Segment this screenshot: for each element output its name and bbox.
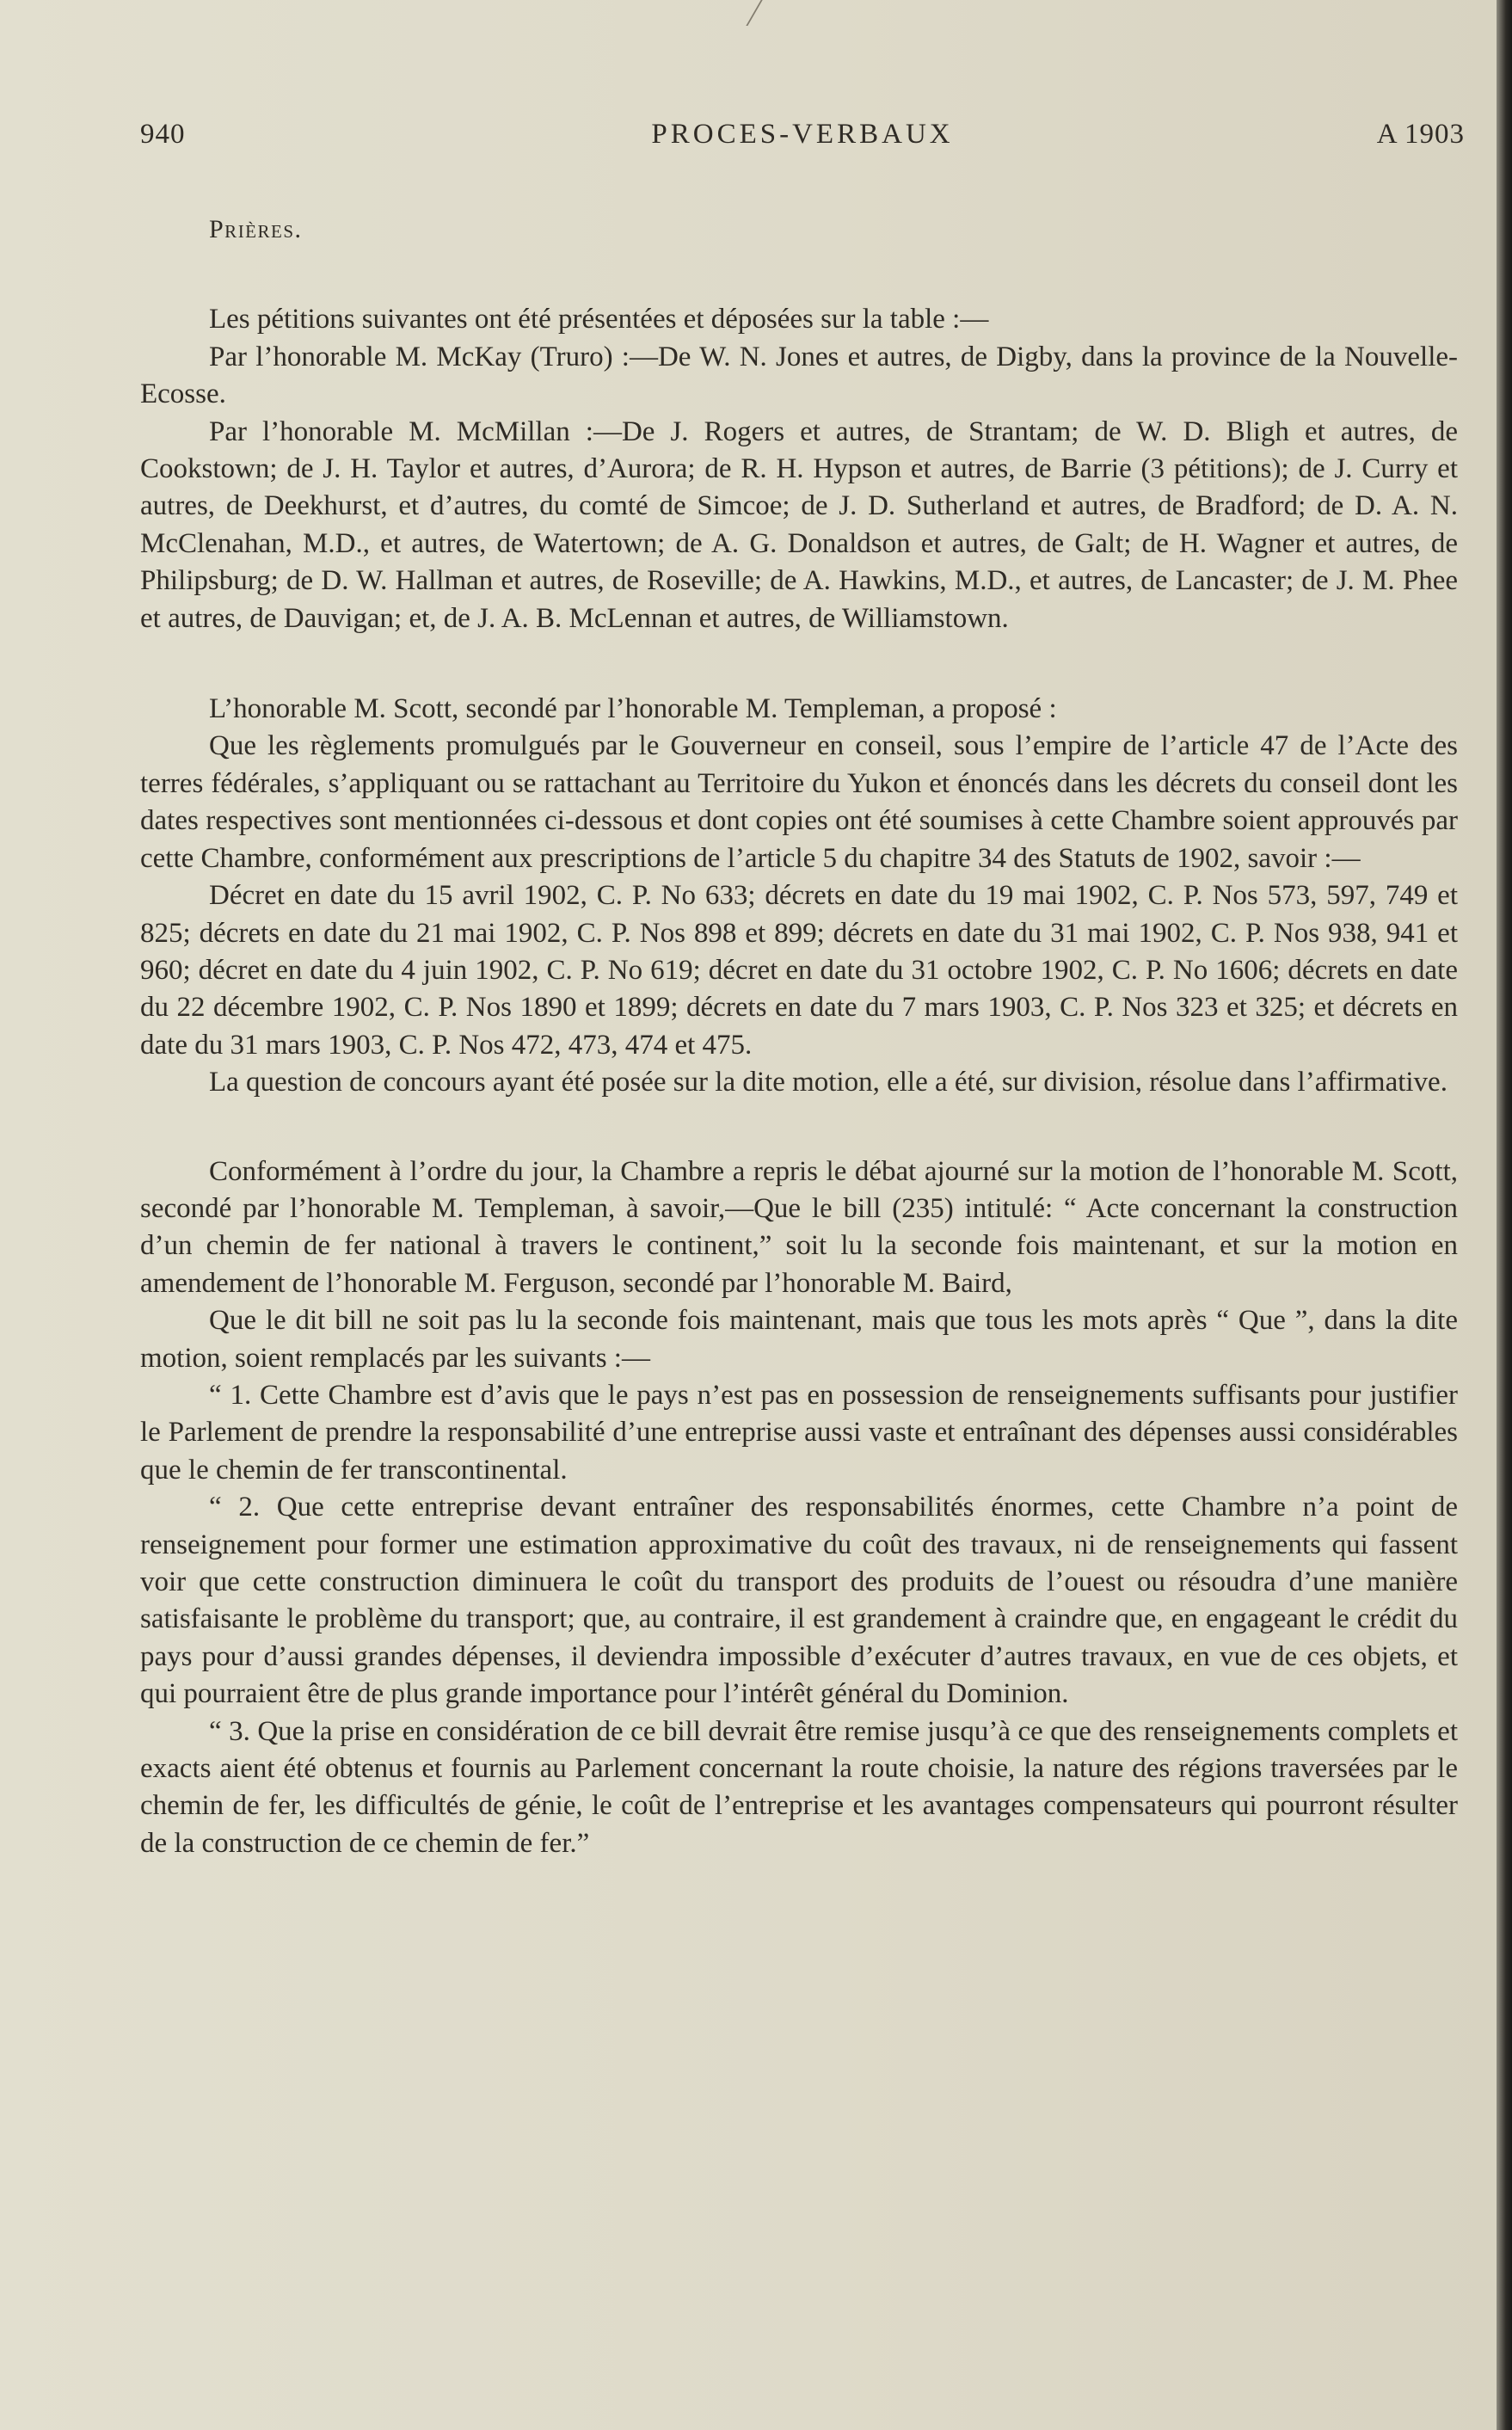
spacer — [140, 1102, 1458, 1153]
page-edge-shadow — [1497, 0, 1512, 2430]
paragraph: Conformément à l’ordre du jour, la Chambre a repris le débat ajourné sur la motion de l’honorable M. Scott, secondé par l’honorable M. Templeman, à savoir,—Que le bill (235) intitulé: “ Acte concernant la construction d’un chemin de fer national à travers le continent,” soit lu la seconde fois maintenant, et sur la motion en amendement de l’honorable M. Ferguson, secondé par l’honorable M. Baird, — [140, 1155, 1458, 1299]
paragraph: “ 1. Cette Chambre est d’avis que le pays n’est pas en possession de renseignements suffisants pour justifier le Parlement de prendre la responsabilité d’une entreprise aussi vaste et entraînant des dépenses aussi considérables que le chemin de fer transcontinental. — [140, 1379, 1458, 1486]
header-year: A 1903 — [1376, 119, 1465, 150]
motion-section — [140, 691, 1458, 1101]
paragraph: Les pétitions suivantes ont été présentées et déposées sur la table :— — [209, 304, 989, 335]
section-heading: Prières. — [209, 215, 303, 243]
paragraph: Par l’honorable M. McMillan :—De J. Rogers et autres, de Strantam; de W. D. Bligh et autres, de Cookstown; de J. H. Taylor et autres, d’Aurora; de R. H. Hypson et autres, de Barrie (3 pétitions); de J. Curry et autres, de Deekhurst, et d’autres, du comté de Simcoe; de J. D. Sutherland et autres, de Bradford; de D. A. N. McClenahan, M.D., et autres, de Watertown; de A. G. Donaldson et autres, de Galt; de H. Wagner et autres, de Philipsburg; de D. W. Hallman et autres, de Roseville; de A. Hawkins, M.D., et autres, de Lancaster; de J. M. Phee et autres, de Dauvigan; et, de J. A. B. McLennan et autres, de Williamstown. — [140, 415, 1458, 634]
spacer — [140, 637, 1458, 691]
pen-mark — [728, 0, 762, 26]
page-number: 940 — [140, 119, 186, 150]
paragraph: Que le dit bill ne soit pas lu la seconde fois maintenant, mais que tous les mots après “ Que ”, dans la dite motion, soient remplacés par les suivants :— — [140, 1305, 1458, 1374]
paragraph: “ 2. Que cette entreprise devant entraîner des responsabilités énormes, cette Chambre n’a point de renseignement pour former une estimation approximative du coût des travaux, ni de renseignements qui fassent voir que cette construction diminuera le coût du transport des produits de l’ouest ou résoudra d’une manière satisfaisante le problème du transport; que, au contraire, il est grandement à craindre que, en engageant le crédit du pays pour d’aussi grandes dépenses, il deviendra impossible d’exécuter d’autres travaux, en vue de ces objets, et qui pourraient être de plus grande importance pour l’intérêt général du Dominion. — [140, 1492, 1458, 1710]
debate-section — [140, 1153, 1458, 1863]
page-body — [140, 211, 1458, 1862]
paragraph: L’honorable M. Scott, secondé par l’honorable M. Templeman, a proposé : — [209, 693, 1057, 725]
paragraph: Que les règlements promulgués par le Gouverneur en conseil, sous l’empire de l’article 47 de l’Acte des terres fédérales, s’appliquant ou se rattachant au Territoire du Yukon et énoncés dans les décrets du conseil dont les dates respectives sont mentionnées ci-dessous et dont copies ont été soumises à cette Chambre soient approuvés par cette Chambre, conformément aux prescriptions de l’article 5 du chapitre 34 des Statuts de 1902, savoir :— — [140, 730, 1458, 874]
running-title: PROCES-VERBAUX — [651, 119, 954, 150]
paragraph: Par l’honorable M. McKay (Truro) :—De W. N. Jones et autres, de Digby, dans la province de la Nouvelle-Ecosse. — [140, 341, 1458, 410]
paragraph: “ 3. Que la prise en considération de ce bill devrait être remise jusqu’à ce que des renseignements complets et exacts aient été obtenus et fournis au Parlement concernant la route choisie, la nature des régions traversées par le chemin de fer, les difficultés de génie, le coût de l’entreprise et les avantages compensateurs qui pourront résulter de la construction de ce chemin de fer.” — [140, 1715, 1458, 1859]
petitions-section — [140, 301, 1458, 637]
paragraph: Décret en date du 15 avril 1902, C. P. No 633; décrets en date du 19 mai 1902, C. P. Nos 573, 597, 749 et 825; décrets en date du 21 mai 1902, C. P. Nos 898 et 899; décrets en date du 31 mai 1902, C. P. Nos 938, 941 et 960; décret en date du 4 juin 1902, C. P. No 619; décret en date du 31 octobre 1902, C. P. No 1606; décrets en date du 22 décembre 1902, C. P. Nos 1890 et 1899; décrets en date du 7 mars 1903, C. P. Nos 323 et 325; et décrets en date du 31 mars 1903, C. P. Nos 472, 473, 474 et 475. — [140, 880, 1458, 1061]
paragraph: La question de concours ayant été posée sur la dite motion, elle a été, sur division, résolue dans l’affirmative. — [209, 1067, 1447, 1098]
running-header — [140, 119, 1465, 153]
